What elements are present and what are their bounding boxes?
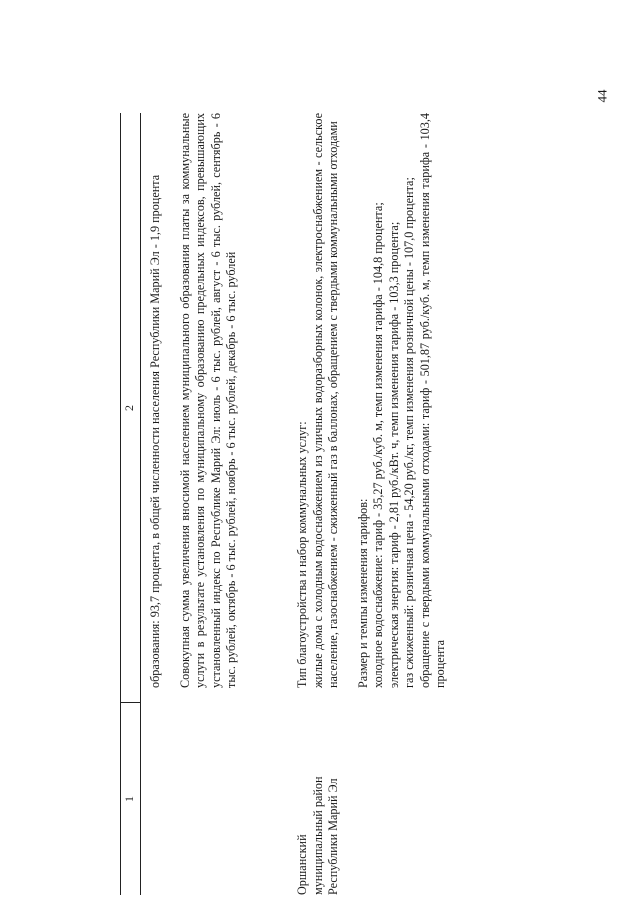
region-name: Оршанский муниципальный район Республики Марий Эл [295, 776, 340, 895]
tariffs-paragraph: Размер и темпы изменения тарифов: холодное водоснабжение: тариф - 35,27 руб./куб. м, темп изменения тарифа - 104,8 процента; электрическая энергия: тариф - 2,81 руб./кВт. ч, темп изменения тарифа - 103,3 процента; газ сжиженный: розничная цена - 54,20 руб./кг, темп изменения розничной цены - 107,0 процента; обращение с твердыми коммунальными отходами: тариф - 501,87 руб./куб. м, темп изменения тарифа - 103,4 процента [355, 113, 447, 688]
table-header-rule [140, 113, 141, 895]
rotated-table [120, 95, 620, 895]
region-cell [295, 725, 356, 895]
column-number-2: 2 [122, 405, 136, 411]
improvement-paragraph: Тип благоустройства и набор коммунальных услуг: жилые дома с холодным водоснабжением из уличных водоразборных колонок, электроснабжением - сельское население, газоснабжением - сжиженный газ в баллонах, обращением с твердыми коммунальными отходами [295, 113, 340, 688]
column-number-1: 1 [122, 796, 136, 802]
continued-text: образования: 93,7 процента, в общей численности населения Республики Марий Эл - 1,9 процента [148, 174, 162, 688]
page-number: 44 [594, 89, 610, 103]
sum-paragraph: Совокупная сумма увеличения вносимой населением муниципального образования платы за коммунальные услуги в результате установления по муниципальному образованию предельных индексов, превышающих установленный индекс по Республике Марий Эл: июль - 6 тыс. рублей, август - 6 тыс. рублей, сентябрь - 6 тыс. рублей, октябрь - 6 тыс. рублей, ноябрь - 6 тыс. рублей, декабрь - 6 тыс. рублей [177, 113, 238, 688]
continued-cell [148, 113, 254, 688]
table-top-rule [120, 113, 121, 895]
region-details-cell [295, 113, 463, 688]
